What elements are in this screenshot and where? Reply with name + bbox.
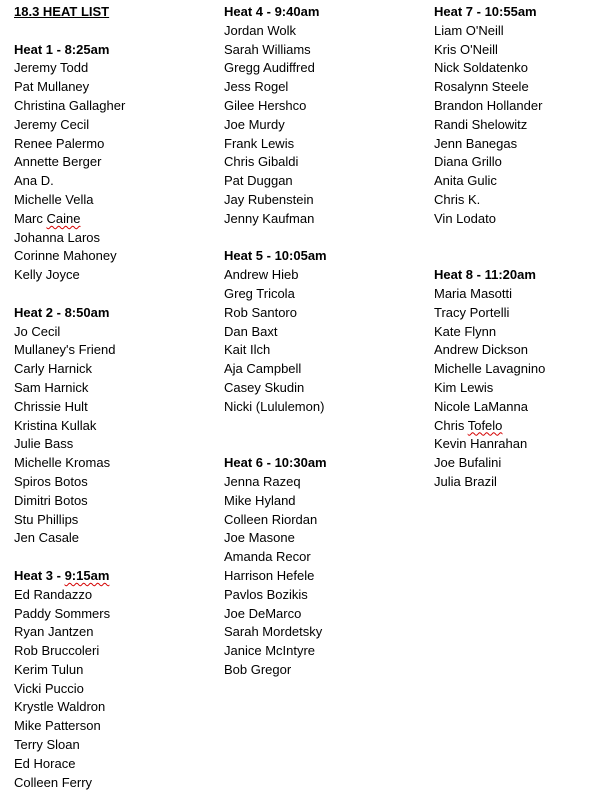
athlete-name: Gilee Hershco <box>224 97 307 113</box>
athlete-name: Diana Grillo <box>434 154 502 170</box>
heat-block <box>224 454 419 680</box>
athlete-name: Brandon Hollander <box>434 97 543 113</box>
athlete-name: Joe Bufalini <box>434 455 502 471</box>
athlete-name: Joe Murdy <box>224 116 285 132</box>
athlete-name: Terry Sloan <box>14 737 80 753</box>
spellcheck-underline: 9:15am <box>64 567 110 583</box>
athlete-name: Frank Lewis <box>224 135 295 151</box>
heat-title: Heat 7 - 10:55am <box>434 4 537 19</box>
athlete-name: Gregg Audiffred <box>224 60 315 76</box>
athlete-name: Vin Lodato <box>434 210 496 226</box>
athlete-name: Randi Shelowitz <box>434 116 528 132</box>
heat-title: Heat 1 - 8:25am <box>14 41 110 57</box>
athlete-name: Paddy Sommers <box>14 605 111 621</box>
athlete-name: Colleen Ferry <box>14 774 93 790</box>
athlete-name: Joe DeMarco <box>224 605 302 621</box>
spacer <box>14 285 209 304</box>
athlete-name: Jen Casale <box>14 530 80 546</box>
spacer <box>14 22 209 41</box>
athlete-name: Kerim Tulun <box>14 661 84 677</box>
heat-title: Heat 5 - 10:05am <box>224 248 327 264</box>
athlete-name: Bob Gregor <box>224 661 292 677</box>
athlete-name: Nick Soldatenko <box>434 60 528 76</box>
spacer <box>14 548 209 567</box>
athlete-name: Jenna Razeq <box>224 473 301 489</box>
athlete-name: Nicole LaManna <box>434 398 528 414</box>
athlete-name: Annette Berger <box>14 154 102 170</box>
athlete-name: Mullaney's Friend <box>14 342 116 358</box>
athlete-name: Pat Mullaney <box>14 79 90 95</box>
spellcheck-underline: Caine <box>46 210 81 226</box>
athlete-name: Dimitri Botos <box>14 492 88 508</box>
athlete-name: Aja Campbell <box>224 361 302 377</box>
athlete-name: Mike Patterson <box>14 718 101 734</box>
athlete-name: Mike Hyland <box>224 492 296 508</box>
athlete-name: Rosalynn Steele <box>434 79 529 95</box>
heat-block <box>14 304 209 548</box>
athlete-name: Ed Randazzo <box>14 586 93 602</box>
athlete-name: Amanda Recor <box>224 549 311 565</box>
athlete-name: Rob Santoro <box>224 304 297 320</box>
athlete-name: Julia Brazil <box>434 473 497 489</box>
column-2 <box>224 3 419 680</box>
athlete-name: Sam Harnick <box>14 379 89 395</box>
athlete-name: Jay Rubenstein <box>224 191 314 207</box>
athlete-name: Anita Gulic <box>434 173 497 189</box>
athlete-name: Vicki Puccio <box>14 680 84 696</box>
athlete-name: Jordan Wolk <box>224 22 297 38</box>
spacer <box>434 229 608 248</box>
athlete-name: Jess Rogel <box>224 79 289 95</box>
athlete-name: Christina Gallagher <box>14 97 126 113</box>
athlete-name: Andrew Dickson <box>434 342 528 358</box>
athlete-name: Maria Masotti <box>434 285 513 301</box>
athlete-name: Krystle Waldron <box>14 699 106 715</box>
document-title: 18.3 HEAT LIST <box>14 4 110 19</box>
athlete-name: Dan Baxt <box>224 323 278 339</box>
athlete-name: Pavlos Bozikis <box>224 586 308 602</box>
athlete-name: Renee Palermo <box>14 135 105 151</box>
athlete-name: Janice McIntyre <box>224 643 316 659</box>
athlete-name: Ana D. <box>14 173 54 189</box>
athlete-name: Spiros Botos <box>14 473 88 489</box>
athlete-name: Jenny Kaufman <box>224 210 315 226</box>
athlete-name: Casey Skudin <box>224 379 305 395</box>
athlete-name: Ed Horace <box>14 755 76 771</box>
athlete-name: Michelle Lavagnino <box>434 361 546 377</box>
column-3 <box>434 3 608 492</box>
heat-title: Heat 6 - 10:30am <box>224 455 327 471</box>
heat-title: Heat 8 - 11:20am <box>434 267 536 283</box>
heat-title: Heat 2 - 8:50am <box>14 304 110 320</box>
athlete-name: Johanna Laros <box>14 229 101 245</box>
athlete-name: Carly Harnick <box>14 361 93 377</box>
heat-title: Heat 4 - 9:40am <box>224 4 320 19</box>
column-1 <box>14 3 209 792</box>
athlete-name: Kristina Kullak <box>14 417 97 433</box>
athlete-name: Chris Tofelo <box>434 417 503 433</box>
athlete-name: Kim Lewis <box>434 379 494 395</box>
spacer <box>224 435 419 454</box>
athlete-name: Kris O'Neill <box>434 41 498 57</box>
spacer <box>434 247 608 266</box>
athlete-name: Michelle Kromas <box>14 455 111 471</box>
heat-block <box>224 247 419 416</box>
spacer <box>224 417 419 436</box>
athlete-name: Andrew Hieb <box>224 267 299 283</box>
athlete-name: Chrissie Hult <box>14 398 88 414</box>
athlete-name: Ryan Jantzen <box>14 624 94 640</box>
athlete-name: Kait Ilch <box>224 342 271 358</box>
heat-block <box>14 41 209 285</box>
heat-block <box>434 266 608 492</box>
athlete-name: Corinne Mahoney <box>14 248 117 264</box>
athlete-name: Kate Flynn <box>434 323 497 339</box>
athlete-name: Jeremy Todd <box>14 60 89 76</box>
athlete-name: Julie Bass <box>14 436 74 452</box>
athlete-name: Kelly Joyce <box>14 267 80 283</box>
athlete-name: Rob Bruccoleri <box>14 643 100 659</box>
heat-block <box>14 567 209 792</box>
heat-block <box>224 3 419 229</box>
athlete-name: Jeremy Cecil <box>14 116 90 132</box>
heat-block <box>434 3 608 229</box>
spacer <box>224 229 419 248</box>
athlete-name: Harrison Hefele <box>224 567 315 583</box>
athlete-name: Greg Tricola <box>224 285 295 301</box>
athlete-name: Chris Gibaldi <box>224 154 299 170</box>
athlete-name: Liam O'Neill <box>434 22 504 38</box>
athlete-name: Colleen Riordan <box>224 511 318 527</box>
athlete-name: Sarah Williams <box>224 41 311 57</box>
athlete-name: Stu Phillips <box>14 511 79 527</box>
athlete-name: Kevin Hanrahan <box>434 436 528 452</box>
athlete-name: Tracy Portelli <box>434 304 510 320</box>
athlete-name: Michelle Vella <box>14 191 94 207</box>
athlete-name: Jenn Banegas <box>434 135 518 151</box>
athlete-name: Pat Duggan <box>224 173 293 189</box>
athlete-name: Joe Masone <box>224 530 295 546</box>
heat-title: Heat 3 - 9:15am <box>14 567 110 583</box>
athlete-name: Sarah Mordetsky <box>224 624 323 640</box>
athlete-name: Jo Cecil <box>14 323 61 339</box>
athlete-name: Nicki (Lululemon) <box>224 398 325 414</box>
spellcheck-underline: Tofelo <box>467 417 503 433</box>
athlete-name: Chris K. <box>434 191 481 207</box>
athlete-name: Marc Caine <box>14 210 81 226</box>
